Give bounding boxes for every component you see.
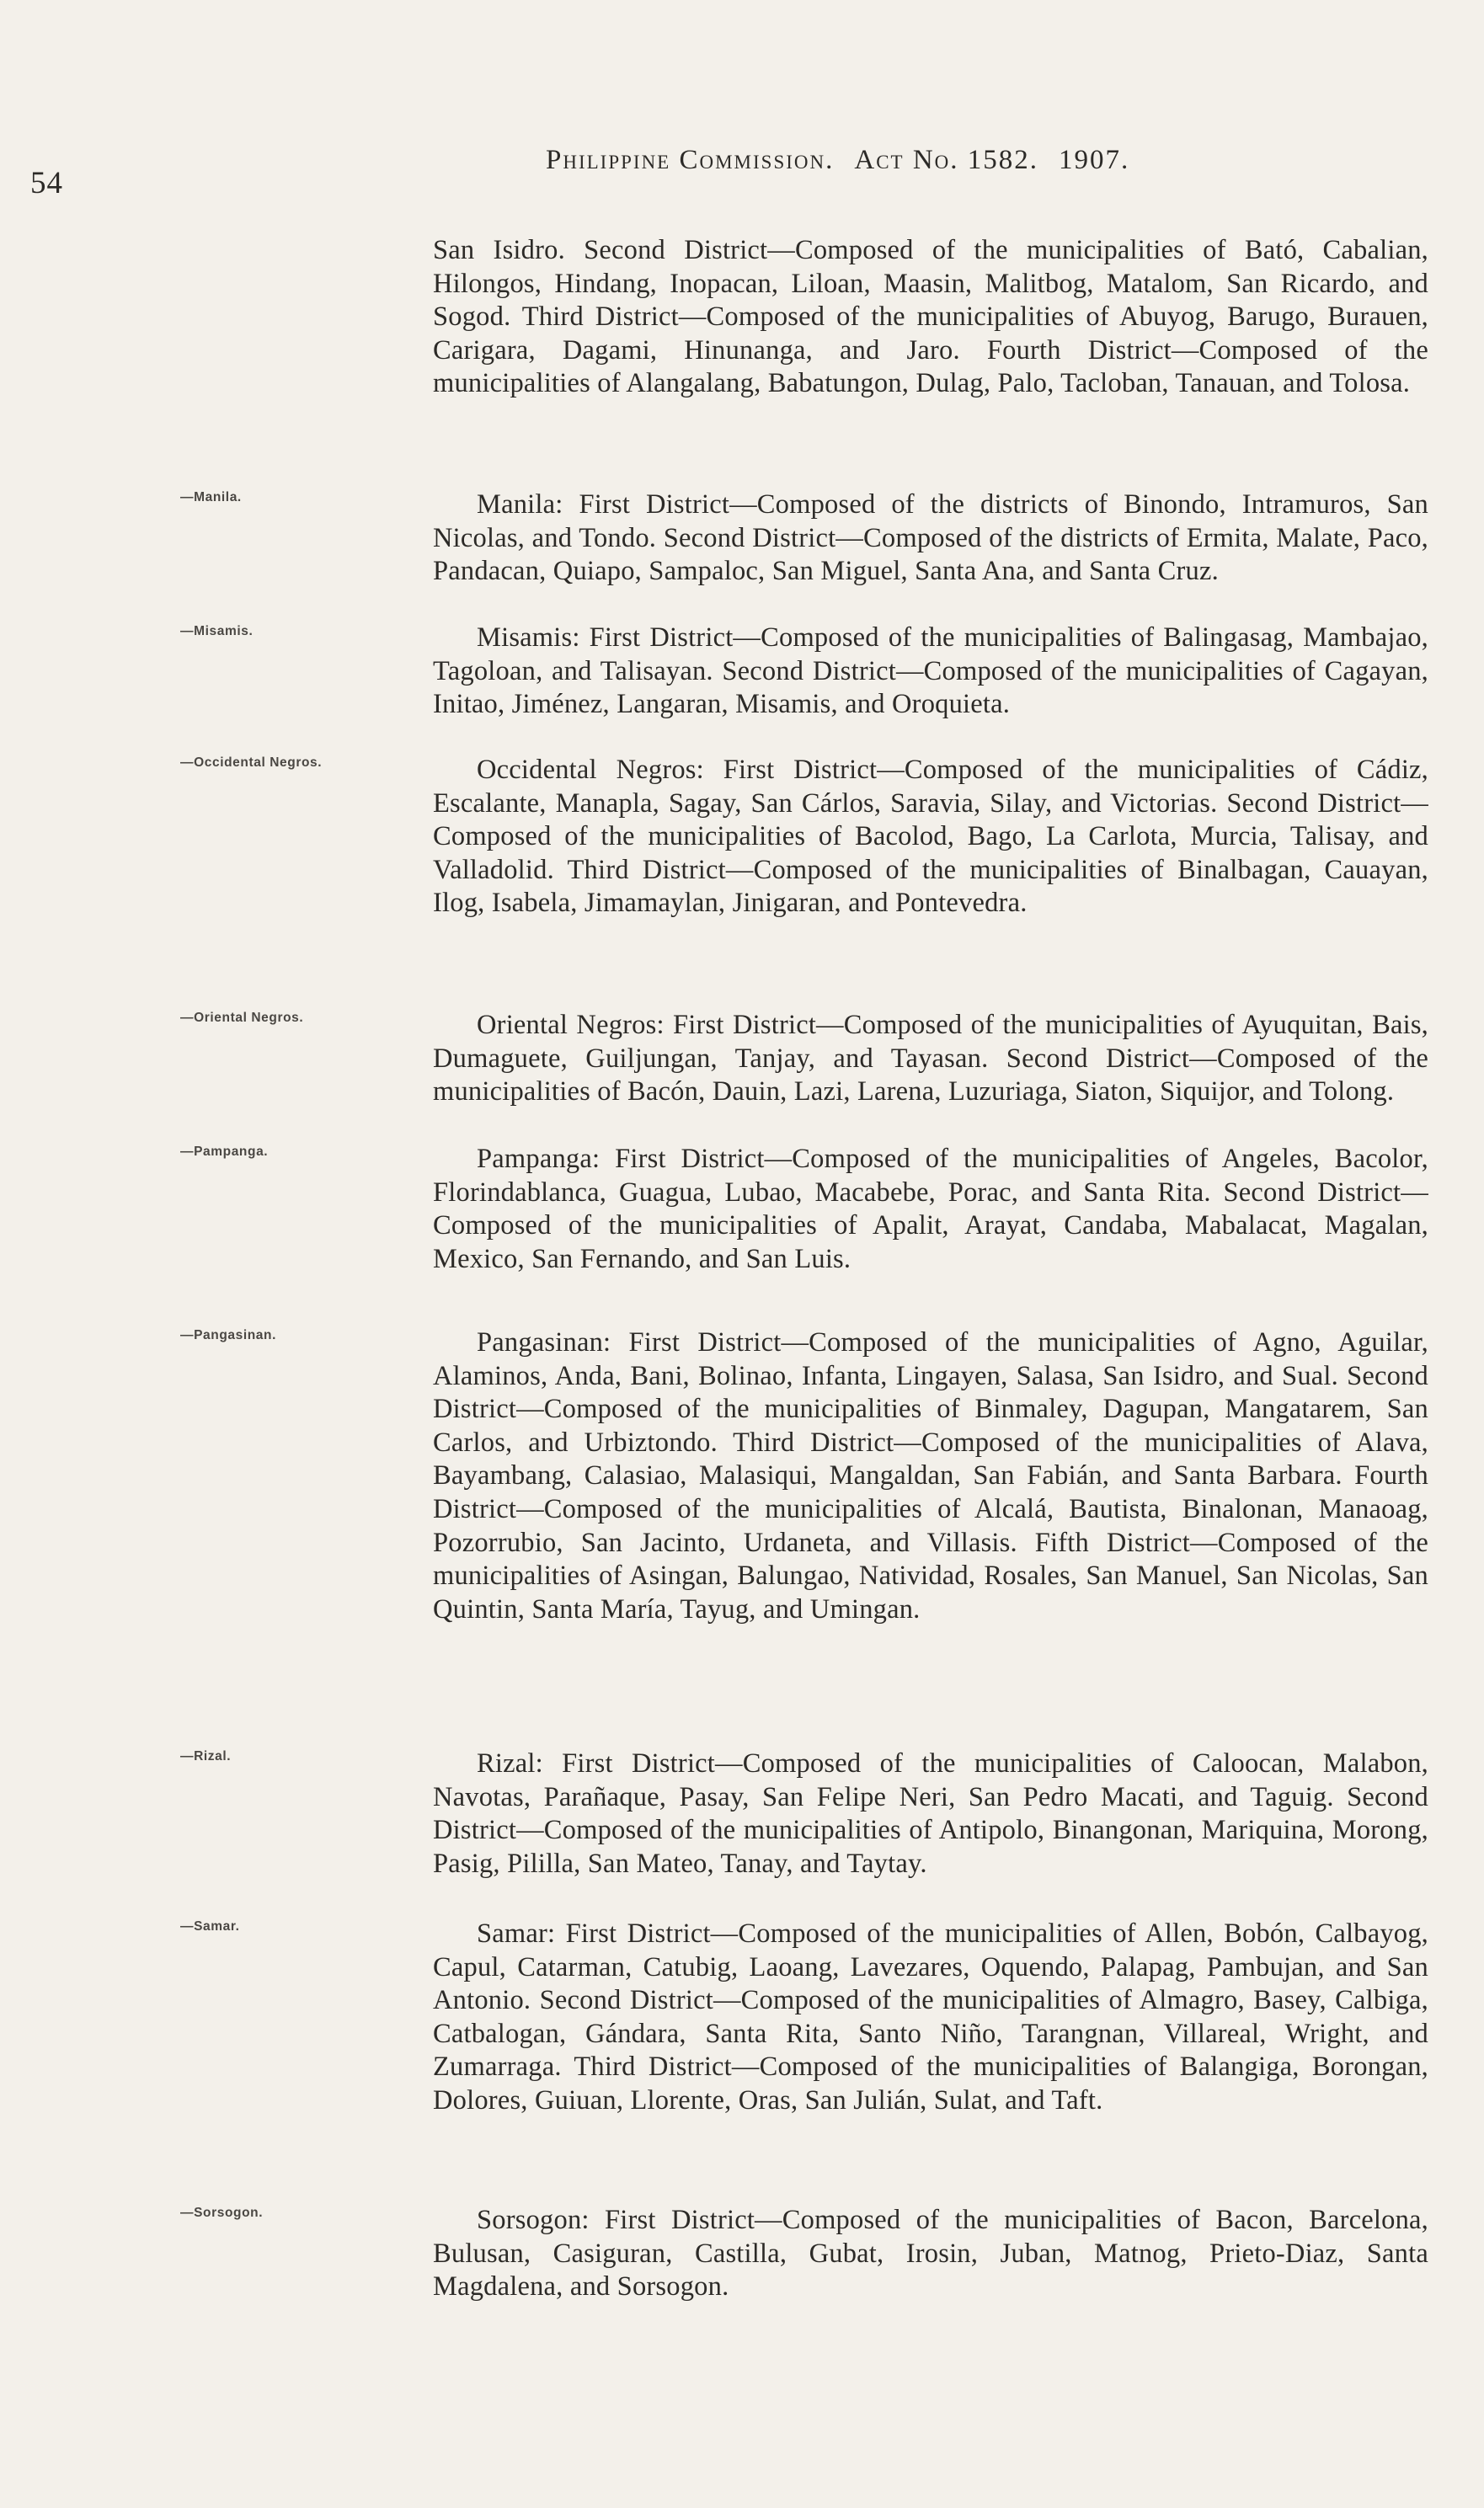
margin-note-pangasinan: —Pangasinan. [180,1328,277,1342]
entry-text: Pampanga: First District—Composed of the municipalities of Angeles, Bacolor, Florindablanca, Guagua, Lubao, Macabebe, Porac, and Santa Rita. Second District—Composed of the municipalities of Apalit, Arayat, Candaba, Mabalacat, Magalan, Mexico, San Fernando, and San Luis. [433,1144,1428,1274]
page-number: 54 [30,166,63,200]
continuation-paragraph [433,234,1428,401]
margin-note-samar: —Samar. [180,1919,240,1934]
entry-sorsogon [433,2204,1428,2304]
entry-pampanga [433,1143,1428,1276]
running-head [546,145,1129,176]
margin-note-misamis: —Misamis. [180,624,254,638]
entry-samar [433,1918,1428,2118]
entry-text: Misamis: First District—Composed of the municipalities of Balingasag, Mambajao, Tagoloan, and Talisayan. Second District—Composed of the municipalities of Cagayan, Initao, Jiménez, Langaran, Misamis, and Oroquieta. [433,622,1428,720]
margin-note-rizal: —Rizal. [180,1749,232,1764]
margin-note-manila: —Manila. [180,490,242,504]
paragraph-text: San Isidro. Second District—Composed of the municipalities of Bató, Cabalian, Hilongos, Hindang, Inopacan, Liloan, Maasin, Malitbog, Matalom, San Ricardo, and Sogod. Third District—Composed of the municipalities of Abuyog, Barugo, Burauen, Carigara, Dagami, Hinunanga, and Jaro. Fourth District—Composed of the municipalities of Alangalang, Babatungon, Dulag, Palo, Tacloban, Tanauan, and Tolosa. [433,235,1428,399]
entry-text: Rizal: First District—Composed of the municipalities of Caloocan, Malabon, Navotas, Parañaque, Pasay, San Felipe Neri, San Pedro Macati, and Taguig. Second District—Composed of the municipalities of Antipolo, Binangonan, Mariquina, Morong, Pasig, Pililla, San Mateo, Tanay, and Taytay. [433,1748,1428,1879]
entry-text: Samar: First District—Composed of the municipalities of Allen, Bobón, Calbayog, Capul, Catarman, Catubig, Laoang, Lavezares, Oquendo, Palapag, Pambujan, and San Antonio. Second District—Composed of the municipalities of Almagro, Basey, Calbiga, Catbalogan, Gándara, Santa Rita, Santo Niño, Tarangnan, Villareal, Wright, and Zumarraga. Third District—Composed of the municipalities of Balangiga, Borongan, Dolores, Guiuan, Llorente, Oras, San Julián, Sulat, and Taft. [433,1918,1428,2116]
entry-rizal [433,1748,1428,1881]
entry-manila [433,488,1428,589]
act-number: Act No. 1582. [854,145,1039,175]
entry-text: Oriental Negros: First District—Composed of the municipalities of Ayuquitan, Bais, Dumaguete, Guiljungan, Tanjay, and Tayasan. Second District—Composed of the municipalities of Bacón, Dauin, Lazi, Larena, Luzuriaga, Siaton, Siquijor, and Tolong. [433,1010,1428,1107]
margin-note-pampanga: —Pampanga. [180,1145,269,1159]
entry-oriental-negros [433,1009,1428,1109]
margin-note-occidental-negros: —Occidental Negros. [180,755,323,770]
year: 1907. [1059,145,1130,175]
margin-note-oriental-negros: —Oriental Negros. [180,1011,304,1025]
publication-title: Philippine Commission. [546,145,835,175]
entry-text: Manila: First District—Composed of the districts of Binondo, Intramuros, San Nicolas, and Tondo. Second District—Composed of the districts of Ermita, Malate, Paco, Pandacan, Quiapo, Sampaloc, San Miguel, Santa Ana, and Santa Cruz. [433,489,1428,587]
entry-text: Occidental Negros: First District—Composed of the municipalities of Cádiz, Escalante, Manapla, Sagay, San Cárlos, Saravia, Silay, and Victorias. Second District—Composed of the municipalities of Bacolod, Bago, La Carlota, Murcia, Talisay, and Valladolid. Third District—Composed of the municipalities of Binalbagan, Cauayan, Ilog, Isabela, Jimamaylan, Jinigaran, and Pontevedra. [433,755,1428,919]
margin-note-sorsogon: —Sorsogon. [180,2206,264,2220]
entry-text: Sorsogon: First District—Composed of the municipalities of Bacon, Barcelona, Bulusan, Casiguran, Castilla, Gubat, Irosin, Juban, Matnog, Prieto-Diaz, Santa Magdalena, and Sorsogon. [433,2205,1428,2303]
entry-occidental-negros [433,754,1428,920]
entry-misamis [433,622,1428,722]
entry-text: Pangasinan: First District—Composed of the municipalities of Agno, Aguilar, Alaminos, Anda, Bani, Bolinao, Infanta, Lingayen, Salasa, San Isidro, and Sual. Second District—Composed of the municipalities of Binmaley, Dagupan, Mangatarem, San Carlos, and Urbiztondo. Third District—Composed of the municipalities of Alava, Bayambang, Calasiao, Malasiqui, Mangaldan, San Fabián, and Santa Barbara. Fourth District—Composed of the municipalities of Alcalá, Bautista, Binalonan, Manaoag, Pozorrubio, San Jacinto, Urdaneta, and Villasis. Fifth District—Composed of the municipalities of Asingan, Balungao, Natividad, Rosales, San Manuel, San Nicolas, San Quintin, Santa María, Tayug, and Umingan. [433,1327,1428,1625]
entry-pangasinan [433,1326,1428,1626]
